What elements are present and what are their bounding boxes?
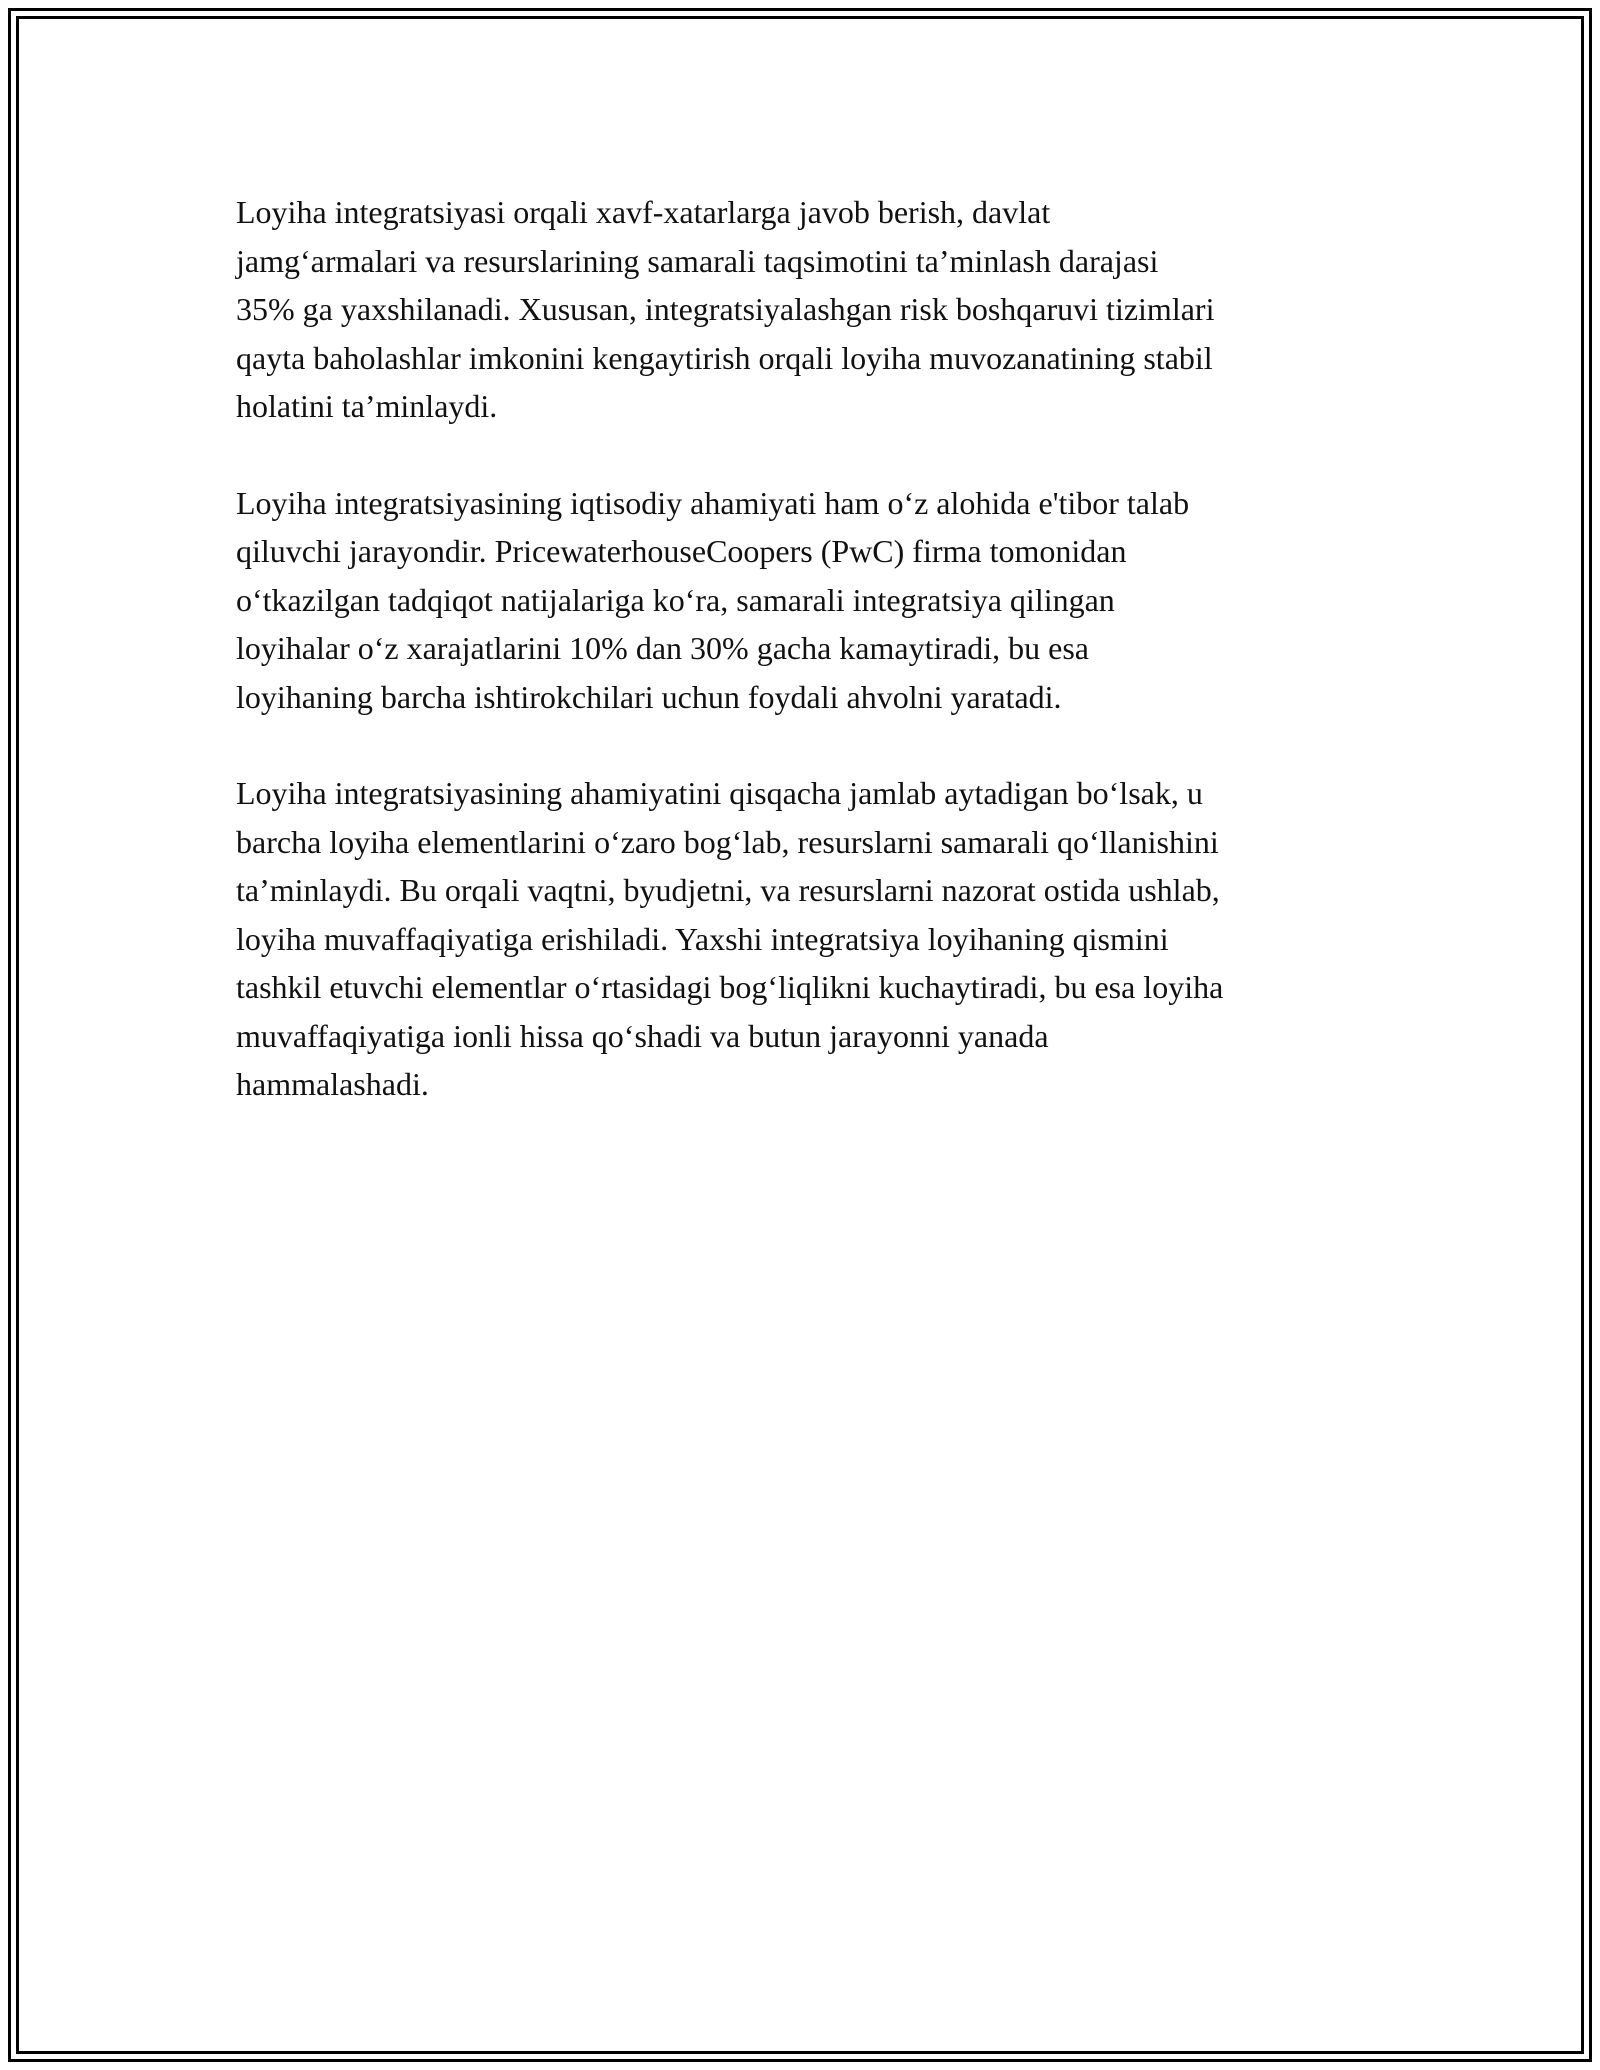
paragraph-2 [236, 479, 1386, 722]
paragraph-line: Loyiha integratsiyasi orqali xavf-xatarlarga javob berish, davlat [236, 194, 1051, 230]
paragraph-line: loyihaning barcha ishtirokchilari uchun foydali ahvolni yaratadi. [236, 678, 1062, 715]
paragraph-line: tashkil etuvchi elementlar o‘rtasidagi bog‘liqlikni kuchaytiradi, bu esa loyiha [236, 969, 1224, 1005]
paragraph-3 [236, 769, 1386, 1109]
paragraph-line: loyihalar o‘z xarajatlarini 10% dan 30% gacha kamaytiradi, bu esa [236, 630, 1089, 666]
paragraph-line: o‘tkazilgan tadqiqot natijalariga ko‘ra, samarali integratsiya qilingan [236, 581, 1115, 618]
paragraph-line: ta’minlaydi. Bu orqali vaqtni, byudjetni, va resurslarni nazorat ostida ushlab, [236, 872, 1220, 908]
paragraph-line: Loyiha integratsiyasining iqtisodiy ahamiyati ham o‘z alohida e'tibor talab [236, 484, 1190, 521]
paragraph-line: loyiha muvaffaqiyatiga erishiladi. Yaxshi integratsiya loyihaning qismini [236, 920, 1169, 957]
paragraph-line: Loyiha integratsiyasining ahamiyatini qisqacha jamlab aytadigan bo‘lsak, u [236, 775, 1203, 811]
paragraph-line: hammalashadi. [236, 1066, 429, 1102]
paragraph-line: qiluvchi jarayondir. PricewaterhouseCoopers (PwC) firma tomonidan [236, 533, 1127, 569]
paragraph-line: jamg‘armalari va resurslarining samarali taqsimotini ta’minlash darajasi [236, 242, 1159, 279]
paragraph-line: holatini ta’minlaydi. [236, 388, 498, 424]
paragraph-line: barcha loyiha elementlarini o‘zaro bog‘lab, resurslarni samarali qo‘llanishini [236, 823, 1219, 860]
paragraph-line: qayta baholashlar imkonini kengaytirish orqali loyiha muvozanatining stabil [236, 339, 1213, 376]
paragraph-1 [236, 188, 1386, 431]
document-body [236, 188, 1386, 1157]
paragraph-line: muvaffaqiyatiga ionli hissa qo‘shadi va butun jarayonni yanada [236, 1017, 1049, 1054]
paragraph-line: 35% ga yaxshilanadi. Xususan, integratsiyalashgan risk boshqaruvi tizimlari [236, 291, 1215, 327]
